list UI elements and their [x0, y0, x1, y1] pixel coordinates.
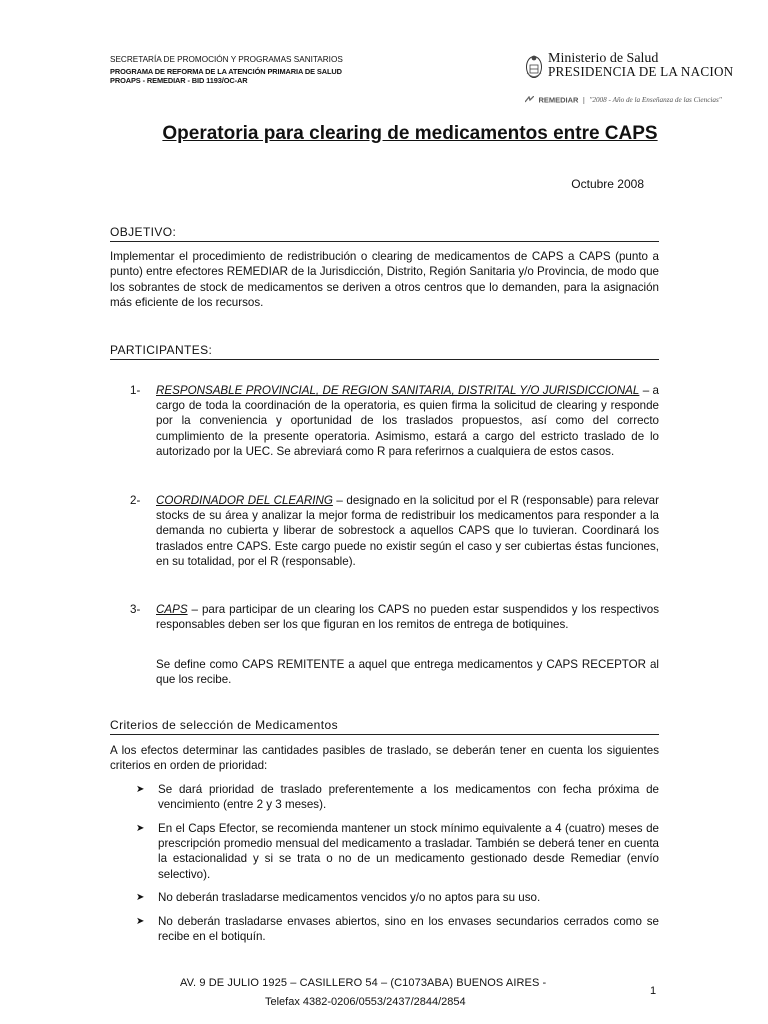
arrow-bullet-icon: ➤: [136, 892, 145, 903]
criterio-bullet: [136, 821, 659, 882]
participant-item-coordinador: [130, 493, 659, 569]
remediar-brand: REMEDIAR: [538, 95, 579, 105]
ministry-logo-block: [525, 52, 735, 112]
remediar-logo-icon: [525, 96, 534, 103]
criterio-text: No deberán trasladarse medicamentos vencidos y/o no aptos para su uso.: [158, 891, 541, 904]
criterio-bullet: [136, 782, 659, 812]
document-title: Operatoria para clearing de medicamentos entre CAPS: [162, 123, 658, 144]
item-term: RESPONSABLE PROVINCIAL, DE REGION SANITARIA, DISTRITAL Y/O JURISDICCIONAL: [156, 384, 640, 397]
criterio-text: No deberán trasladarse envases abiertos, sino en los envases secundarios cerrados como se recibe en el botiquín.: [158, 915, 659, 944]
header-institution-block: [110, 55, 343, 85]
participant-item-caps: [130, 602, 659, 632]
presidency-name: PRESIDENCIA DE LA NACION: [548, 64, 734, 79]
item-term: COORDINADOR DEL CLEARING: [156, 494, 333, 507]
remediar-separator: |: [582, 95, 585, 105]
participantes-heading: PARTICIPANTES:: [110, 343, 659, 360]
item-text: – para participar de un clearing los CAPS no pueden estar suspendidos y los respectivos responsables deben ser los que figuran en los remitos de entrega de botiquines.: [156, 603, 659, 632]
arrow-bullet-icon: ➤: [136, 823, 145, 834]
national-seal-icon: [525, 53, 543, 79]
item-number: 3-: [130, 603, 141, 616]
ministry-name: Ministerio de Salud: [548, 51, 659, 66]
item-number: 2-: [130, 494, 141, 507]
item-term: CAPS: [156, 603, 188, 616]
header-secretaria: SECRETARÍA DE PROMOCIÓN Y PROGRAMAS SANITARIOS: [110, 55, 343, 64]
header-programa: PROGRAMA DE REFORMA DE LA ATENCIÓN PRIMARIA DE SALUD: [110, 67, 342, 76]
criterio-text: Se dará prioridad de traslado preferentemente a los medicamentos con fecha próxima de vencimiento (entre 2 y 3 meses).: [158, 783, 659, 812]
participant-item-responsable: [130, 383, 659, 459]
caps-definition: Se define como CAPS REMITENTE a aquel que entrega medicamentos y CAPS RECEPTOR al que los recibe.: [156, 658, 659, 687]
page-number: 1: [650, 985, 657, 997]
criterios-intro: A los efectos determinar las cantidades pasibles de traslado, se deberán tener en cuenta los siguientes criterios en orden de prioridad:: [110, 744, 659, 773]
footer-address: AV. 9 DE JULIO 1925 – CASILLERO 54 – (C1073ABA) BUENOS AIRES -: [180, 977, 547, 989]
arrow-bullet-icon: ➤: [136, 784, 145, 795]
remediar-line: [525, 91, 725, 103]
item-text: – designado en la solicitud por el R (responsable) para relevar stocks de su área y analizar la mejor forma de redistribuir los medicamentos para responder a la demanda no cubierta y liberar de sobrestock a aquellos CAPS que lo tuvieran. Coordinará los traslados entre CAPS. Este cargo puede no existir según el caso y ser cubiertas éstas funciones, en su totalidad, por el R (responsable).: [156, 494, 659, 568]
header-proaps: PROAPS - REMEDIAR - BID 1193/OC-AR: [110, 76, 248, 85]
criterio-bullet: [136, 914, 659, 944]
criterio-text: En el Caps Efector, se recomienda mantener un stock mínimo equivalente a 4 (cuatro) meses de prescripción promedio mensual del medicamento a trasladar. También se deberá tener en cuenta la estacionalidad y si se trata o no de un medicamento gestionado desde Remediar (envío selectivo).: [158, 822, 659, 881]
remediar-motto: "2008 - Año de la Enseñanza de las Ciencias": [589, 95, 722, 104]
criterio-bullet: [136, 890, 659, 905]
criterios-heading: Criterios de selección de Medicamentos: [110, 718, 659, 735]
item-text: – a cargo de toda la coordinación de la operatoria, es quien firma la solicitud de clearing y responde por la conveniencia y oportunidad de los traslados propuestos, así como del correcto cumplimiento de la presente operatoria. Asimismo, estará a cargo del estricto traslado de lo autorizado por la UEC. Se abreviará como R para referirnos a cualquiera de estos casos.: [156, 384, 659, 458]
item-number: 1-: [130, 384, 141, 397]
footer-phone: Telefax 4382-0206/0553/2437/2844/2854: [265, 996, 466, 1008]
objetivo-text: Implementar el procedimiento de redistribución o clearing de medicamentos de CAPS a CAPS (punto a punto) entre efectores REMEDIAR de la Jurisdicción, Distrito, Región Sanitaria y/o Provincia, de modo que los sobrantes de stock de medicamentos se deriven a otros centros que lo demanden, para la asignación más eficiente de los recursos.: [110, 250, 659, 309]
document-date: Octubre 2008: [571, 177, 644, 191]
objetivo-heading: OBJETIVO:: [110, 225, 659, 242]
arrow-bullet-icon: ➤: [136, 916, 145, 927]
